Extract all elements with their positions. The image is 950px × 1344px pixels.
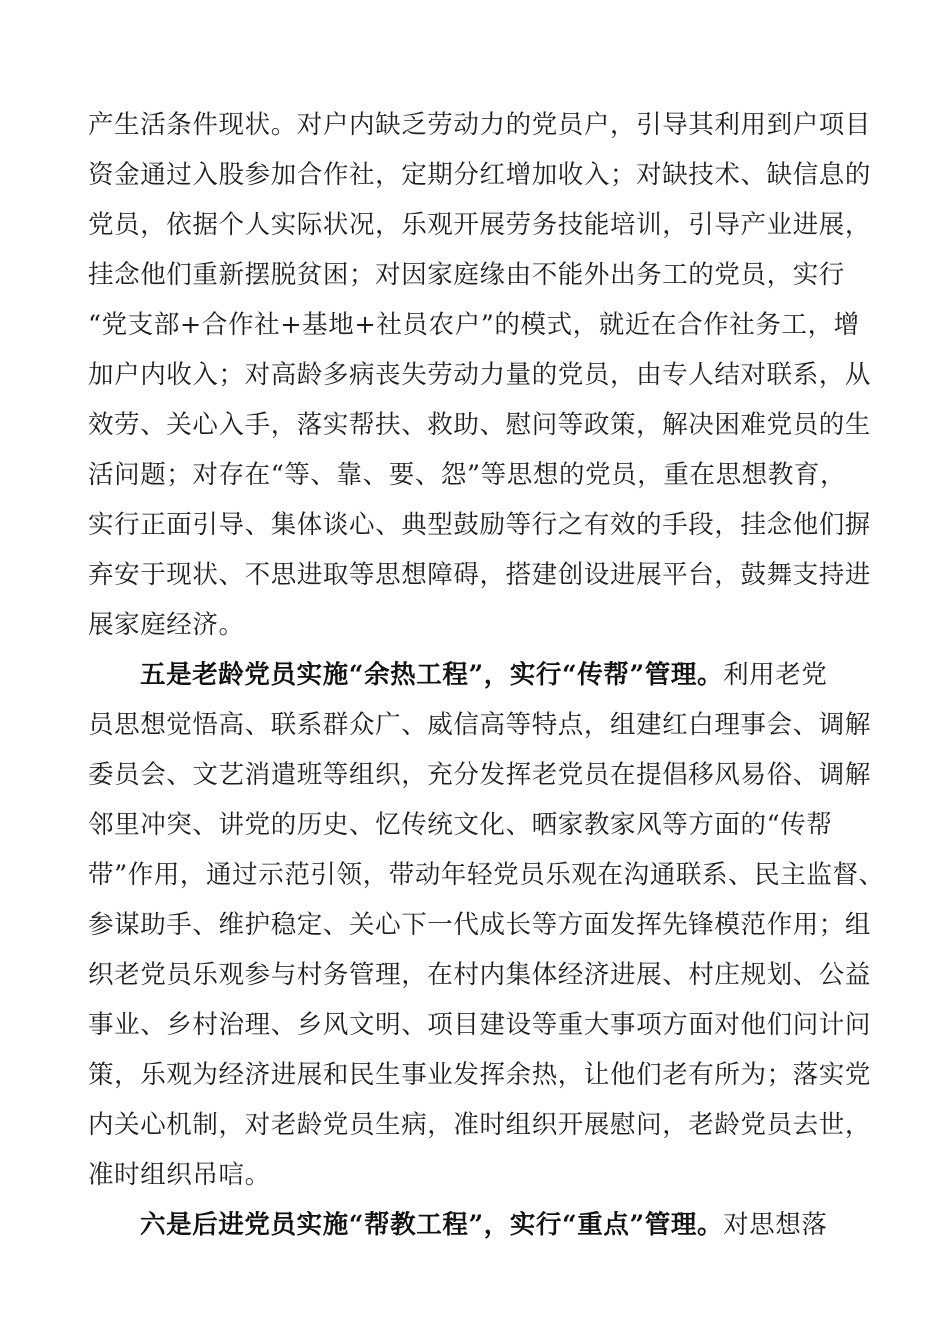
text-line: 活问题；对存在“等、靠、要、怨”等思想的党员，重在思想教育， <box>88 460 847 490</box>
text-line: 实行正面引导、集体谈心、典型鼓励等行之有效的手段，挂念他们摒 <box>88 510 872 540</box>
text-line: 产生活条件现状。对户内缺乏劳动力的党员户，引导其利用到户项目 <box>88 110 872 140</box>
text-line: 加户内收入；对高龄多病丧失劳动力量的党员，由专人结对联系，从 <box>88 360 872 390</box>
paragraph-first-line <box>140 1205 827 1245</box>
text-line: 挂念他们重新摆脱贫困；对因家庭缘由不能外出务工的党员，实行 <box>88 260 845 290</box>
paragraph-heading: 六是后进党员实施“帮教工程”，实行“重点”管理。 <box>140 1210 724 1240</box>
text-line: 内关心机制，对老龄党员生病，准时组织开展慰问，老龄党员去世， <box>88 1110 872 1140</box>
text-line: 事业、乡村治理、乡风文明、项目建设等重大事项方面对他们问计问 <box>88 1010 872 1040</box>
text-line: 委员会、文艺消遣班等组织，充分发挥老党员在提倡移风易俗、调解 <box>88 760 872 790</box>
text-line: 资金通过入股参加合作社，定期分红增加收入；对缺技术、缺信息的 <box>88 160 872 190</box>
text-line: 展家庭经济。 <box>88 610 245 640</box>
paragraph-heading: 五是老龄党员实施“余热工程”，实行“传帮”管理。 <box>140 660 724 690</box>
text-line: 参谋助手、维护稳定、关心下一代成长等方面发挥先锋模范作用；组 <box>88 910 872 940</box>
paragraph-text: 利用老党 <box>723 660 828 690</box>
text-line: 准时组织吊唁。 <box>88 1160 271 1190</box>
text-line: 弃安于现状、不思进取等思想障碍，搭建创设进展平台，鼓舞支持进 <box>88 560 872 590</box>
text-line: 效劳、关心入手，落实帮扶、救助、慰问等政策，解决困难党员的生 <box>88 410 872 440</box>
text-line: 邻里冲突、讲党的历史、忆传统文化、晒家教家风等方面的“传帮 <box>88 810 833 840</box>
text-line: 党员，依据个人实际状况，乐观开展劳务技能培训，引导产业进展， <box>88 210 872 240</box>
text-line: 策，乐观为经济进展和民生事业发挥余热，让他们老有所为；落实党 <box>88 1060 872 1090</box>
paragraph-text: 对思想落 <box>723 1210 828 1240</box>
text-line: 织老党员乐观参与村务管理，在村内集体经济进展、村庄规划、公益 <box>88 960 872 990</box>
paragraph-first-line <box>140 655 827 695</box>
text-line: 带”作用，通过示范引领，带动年轻党员乐观在沟通联系、民主监督、 <box>88 860 885 890</box>
text-line: “党支部+合作社+基地+社员农户”的模式，就近在合作社务工，增 <box>88 310 860 340</box>
text-line: 员思想觉悟高、联系群众广、威信高等特点，组建红白理事会、调解 <box>88 710 872 740</box>
